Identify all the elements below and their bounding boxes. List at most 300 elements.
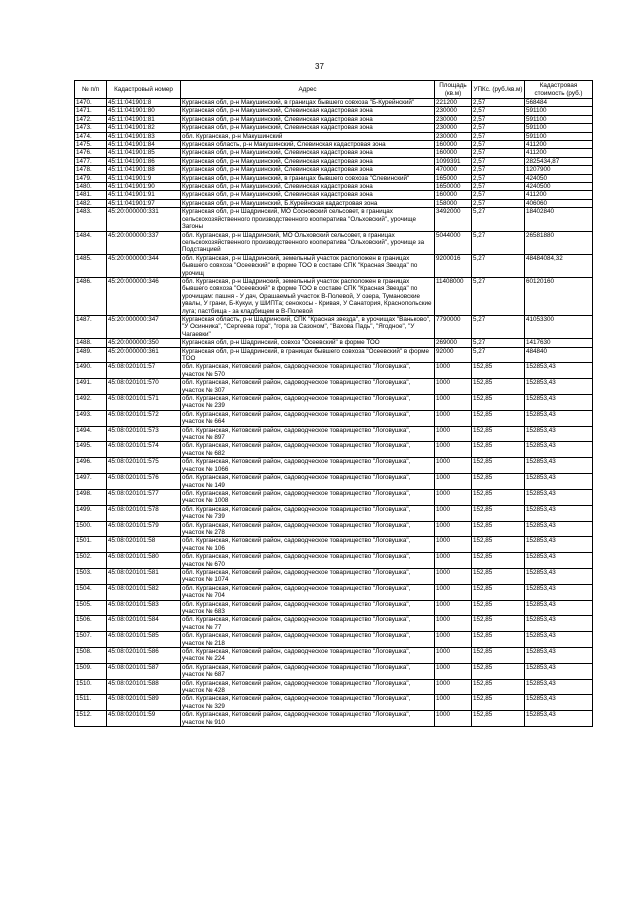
cadastral-number: 45:11:041901:82 (107, 124, 181, 132)
upks: 5,27 (472, 347, 525, 363)
cadastral-cost: 152853,43 (525, 410, 593, 426)
area: 160000 (435, 141, 472, 149)
row-number: 1498. (75, 489, 107, 505)
row-number: 1510. (75, 679, 107, 695)
cadastral-number: 45:20:000000:350 (107, 339, 181, 347)
upks: 2,57 (472, 191, 525, 199)
upks: 152,85 (472, 395, 525, 411)
cadastral-number: 45:08:020101:579 (107, 521, 181, 537)
cadastral-cost: 152853,43 (525, 537, 593, 553)
row-number: 1488. (75, 339, 107, 347)
row-number: 1473. (75, 124, 107, 132)
address: Курганская область, р-н Шадринский, СПК "Красная звезда", в урочищах "Ваньково", "У Осинника", "Сергеева гора", "гора за Сазоном", "Вахова Падь", "Ягодное", "У Чагаевки" (181, 315, 435, 338)
table-row (75, 99, 593, 107)
upks: 152,85 (472, 521, 525, 537)
table-row (75, 107, 593, 115)
cadastral-number: 45:08:020101:578 (107, 505, 181, 521)
address: Курганская обл, р-н Макушинский, Б.Курейнская кадастровая зона (181, 199, 435, 207)
address: Курганская обл, р-н Макушинский, Слевинская кадастровая зона (181, 166, 435, 174)
table-row (75, 395, 593, 411)
row-number: 1489. (75, 347, 107, 363)
cadastral-cost: 568484 (525, 99, 593, 107)
row-number: 1484. (75, 231, 107, 254)
row-number: 1505. (75, 600, 107, 616)
cadastral-number: 45:08:020101:588 (107, 679, 181, 695)
address: обл. Курганская, Кетовский район, садоводческое товарищество "Логовушка", участок № 224 (181, 648, 435, 664)
area: 5044000 (435, 231, 472, 254)
upks: 152,85 (472, 363, 525, 379)
cadastral-number: 45:20:000000:337 (107, 231, 181, 254)
cadastral-cost: 591100 (525, 124, 593, 132)
table-row (75, 505, 593, 521)
row-number: 1480. (75, 183, 107, 191)
upks: 2,57 (472, 174, 525, 182)
table-row (75, 141, 593, 149)
upks: 5,27 (472, 339, 525, 347)
upks: 5,27 (472, 231, 525, 254)
area: 1000 (435, 568, 472, 584)
table-row (75, 208, 593, 231)
upks: 5,27 (472, 277, 525, 315)
header-cost: Кадастровая стоимость (руб.) (525, 81, 593, 99)
cadastral-number: 45:08:020101:573 (107, 426, 181, 442)
address: обл. Курганская, р-н Шадринский, земельный участок расположен в границах бывшего совхоза "Осеевский" в форме ТОО в составе СПК "Красная Звезда" по урочищам: пашня - У дач, Орашаемый участок В-Полевой, У озера, Тумановские увалы, У грани, Б-Кукуи, у ШИПТа; сенокосы - Кривая, У Санатория, Краснопольские луга; пастбища - за кладбищем в В-Полевой (181, 277, 435, 315)
upks: 5,27 (472, 254, 525, 277)
cadastral-cost: 1207900 (525, 166, 593, 174)
table-row (75, 679, 593, 695)
cadastral-number: 45:11:041901:90 (107, 183, 181, 191)
row-number: 1487. (75, 315, 107, 338)
upks: 2,57 (472, 124, 525, 132)
cadastral-number: 45:08:020101:587 (107, 663, 181, 679)
table-row (75, 231, 593, 254)
area: 165000 (435, 174, 472, 182)
address: обл. Курганская, Кетовский район, садоводческое товарищество "Логовушка", участок № 278 (181, 521, 435, 537)
upks: 152,85 (472, 648, 525, 664)
area: 1000 (435, 521, 472, 537)
upks: 152,85 (472, 600, 525, 616)
area: 1000 (435, 426, 472, 442)
row-number: 1492. (75, 395, 107, 411)
address: обл. Курганская, Кетовский район, садоводческое товарищество "Логовушка", участок № 329 (181, 695, 435, 711)
address: обл. Курганская, р-н Макушинский (181, 132, 435, 140)
area: 11408000 (435, 277, 472, 315)
upks: 2,57 (472, 149, 525, 157)
cadastral-cost: 152853,43 (525, 663, 593, 679)
cadastral-number: 45:08:020101:580 (107, 553, 181, 569)
area: 1000 (435, 553, 472, 569)
area: 1000 (435, 489, 472, 505)
upks: 5,27 (472, 208, 525, 231)
table-row (75, 458, 593, 474)
table-row (75, 115, 593, 123)
cadastral-cost: 152853,43 (525, 553, 593, 569)
row-number: 1495. (75, 442, 107, 458)
row-number: 1499. (75, 505, 107, 521)
row-number: 1470. (75, 99, 107, 107)
area: 1000 (435, 379, 472, 395)
row-number: 1501. (75, 537, 107, 553)
row-number: 1478. (75, 166, 107, 174)
table-row (75, 183, 593, 191)
cadastral-cost: 152853,43 (525, 474, 593, 490)
cadastral-number: 45:08:020101:58 (107, 537, 181, 553)
upks: 2,57 (472, 157, 525, 165)
header-num: № п/п (75, 81, 107, 99)
row-number: 1497. (75, 474, 107, 490)
cadastral-number: 45:11:041901:88 (107, 166, 181, 174)
cadastral-cost: 152853,43 (525, 632, 593, 648)
upks: 152,85 (472, 553, 525, 569)
table-row (75, 124, 593, 132)
upks: 5,27 (472, 315, 525, 338)
table-row (75, 553, 593, 569)
address: обл. Курганская, Кетовский район, садоводческое товарищество "Логовушка", участок № 239 (181, 395, 435, 411)
cadastral-cost: 411200 (525, 141, 593, 149)
table-row (75, 442, 593, 458)
address: обл. Курганская, р-н Шадринский, МО Ольховский сельсовет, в границах сельскохозяйственного производственного кооператива "Ольховский", урочище за Подстанцией (181, 231, 435, 254)
area: 1000 (435, 632, 472, 648)
area: 9200016 (435, 254, 472, 277)
address: Курганская обл, р-н Макушинский, Слевинская кадастровая зона (181, 183, 435, 191)
area: 1000 (435, 584, 472, 600)
area: 1000 (435, 363, 472, 379)
table-row (75, 537, 593, 553)
cadastral-cost: 591100 (525, 132, 593, 140)
upks: 152,85 (472, 426, 525, 442)
address: Курганская обл, р-н Макушинский, Слевинская кадастровая зона (181, 107, 435, 115)
area: 3492000 (435, 208, 472, 231)
table-row (75, 254, 593, 277)
row-number: 1486. (75, 277, 107, 315)
row-number: 1509. (75, 663, 107, 679)
area: 160000 (435, 191, 472, 199)
address: обл. Курганская, Кетовский район, садоводческое товарищество "Логовушка", участок № 670 (181, 553, 435, 569)
area: 1000 (435, 648, 472, 664)
cadastral-cost: 152853,43 (525, 426, 593, 442)
table-header-row (75, 81, 593, 99)
address: Курганская обл, р-н Макушинский, Слевинская кадастровая зона (181, 124, 435, 132)
table-row (75, 191, 593, 199)
upks: 152,85 (472, 616, 525, 632)
cadastral-number: 45:11:041901:80 (107, 107, 181, 115)
cadastral-cost: 152853,43 (525, 584, 593, 600)
cadastral-cost: 152853,43 (525, 442, 593, 458)
cadastral-cost: 18402840 (525, 208, 593, 231)
area: 1000 (435, 505, 472, 521)
table-row (75, 339, 593, 347)
area: 7790000 (435, 315, 472, 338)
upks: 152,85 (472, 410, 525, 426)
upks: 152,85 (472, 537, 525, 553)
upks: 2,57 (472, 141, 525, 149)
cadastral-number: 45:08:020101:574 (107, 442, 181, 458)
address: Курганская обл, р-н Макушинский, Слевинская кадастровая зона (181, 191, 435, 199)
upks: 152,85 (472, 379, 525, 395)
upks: 2,57 (472, 199, 525, 207)
cadastral-number: 45:08:020101:575 (107, 458, 181, 474)
cadastral-number: 45:20:000000:344 (107, 254, 181, 277)
address: обл. Курганская, Кетовский район, садоводческое товарищество "Логовушка", участок № 570 (181, 363, 435, 379)
cadastral-cost: 152853,43 (525, 458, 593, 474)
address: Курганская обл, р-н Макушинский, в границах бывшего совхоза "Слевинский" (181, 174, 435, 182)
upks: 152,85 (472, 632, 525, 648)
upks: 2,57 (472, 115, 525, 123)
area: 1000 (435, 711, 472, 727)
cadastral-cost: 60120160 (525, 277, 593, 315)
area: 1000 (435, 537, 472, 553)
cadastral-cost: 48484084,32 (525, 254, 593, 277)
area: 230000 (435, 132, 472, 140)
cadastral-number: 45:08:020101:577 (107, 489, 181, 505)
row-number: 1511. (75, 695, 107, 711)
row-number: 1490. (75, 363, 107, 379)
area: 158000 (435, 199, 472, 207)
upks: 2,57 (472, 107, 525, 115)
area: 1000 (435, 410, 472, 426)
table-row (75, 521, 593, 537)
address: обл. Курганская, Кетовский район, садоводческое товарищество "Логовушка", участок № 149 (181, 474, 435, 490)
area: 1000 (435, 458, 472, 474)
cadastral-cost: 1417630 (525, 339, 593, 347)
cadastral-cost: 152853,43 (525, 616, 593, 632)
row-number: 1475. (75, 141, 107, 149)
cadastral-number: 45:08:020101:589 (107, 695, 181, 711)
cadastral-number: 45:08:020101:59 (107, 711, 181, 727)
upks: 152,85 (472, 474, 525, 490)
address: Курганская область, р-н Макушинский, Слевинская кадастровая зона (181, 141, 435, 149)
area: 269000 (435, 339, 472, 347)
table-body (75, 99, 593, 727)
area: 230000 (435, 124, 472, 132)
area: 160000 (435, 149, 472, 157)
row-number: 1482. (75, 199, 107, 207)
address: Курганская обл, р-н Макушинский, Слевинская кадастровая зона (181, 149, 435, 157)
cadastral-number: 45:08:020101:572 (107, 410, 181, 426)
row-number: 1477. (75, 157, 107, 165)
table-row (75, 648, 593, 664)
cadastral-cost: 152853,43 (525, 521, 593, 537)
cadastral-cost: 152853,43 (525, 363, 593, 379)
address: обл. Курганская, Кетовский район, садоводческое товарищество "Логовушка", участок № 910 (181, 711, 435, 727)
upks: 152,85 (472, 442, 525, 458)
row-number: 1483. (75, 208, 107, 231)
area: 1000 (435, 442, 472, 458)
cadastral-number: 45:20:000000:346 (107, 277, 181, 315)
address: Курганская обл, р-н Шадринский, в границах бывшего совхоза "Осеевский" в форме ТОО (181, 347, 435, 363)
cadastral-cost: 152853,43 (525, 395, 593, 411)
table-row (75, 489, 593, 505)
table-row (75, 584, 593, 600)
row-number: 1479. (75, 174, 107, 182)
table-row (75, 379, 593, 395)
address: обл. Курганская, Кетовский район, садоводческое товарищество "Логовушка", участок № 428 (181, 679, 435, 695)
table-row (75, 174, 593, 182)
area: 1000 (435, 663, 472, 679)
cadastral-cost: 152853,43 (525, 505, 593, 521)
row-number: 1493. (75, 410, 107, 426)
row-number: 1508. (75, 648, 107, 664)
area: 1000 (435, 695, 472, 711)
header-area: Площадь (кв.м) (435, 81, 472, 99)
table-row (75, 363, 593, 379)
cadastral-cost: 152853,43 (525, 679, 593, 695)
address: обл. Курганская, Кетовский район, садоводческое товарищество "Логовушка", участок № 664 (181, 410, 435, 426)
page-number: 37 (315, 62, 324, 71)
cadastral-cost: 152853,43 (525, 568, 593, 584)
cadastral-number: 45:08:020101:581 (107, 568, 181, 584)
upks: 152,85 (472, 489, 525, 505)
address: обл. Курганская, Кетовский район, садоводческое товарищество "Логовушка", участок № 307 (181, 379, 435, 395)
cadastral-number: 45:11:041901:91 (107, 191, 181, 199)
cadastral-cost: 2825434,87 (525, 157, 593, 165)
area: 92000 (435, 347, 472, 363)
row-number: 1481. (75, 191, 107, 199)
cadastral-table (74, 80, 593, 727)
upks: 152,85 (472, 505, 525, 521)
row-number: 1485. (75, 254, 107, 277)
table-row (75, 632, 593, 648)
cadastral-number: 45:08:020101:586 (107, 648, 181, 664)
row-number: 1512. (75, 711, 107, 727)
row-number: 1503. (75, 568, 107, 584)
address: обл. Курганская, Кетовский район, садоводческое товарищество "Логовушка", участок № 682 (181, 442, 435, 458)
upks: 2,57 (472, 99, 525, 107)
cadastral-cost: 591100 (525, 107, 593, 115)
cadastral-number: 45:11:041901:85 (107, 149, 181, 157)
upks: 152,85 (472, 711, 525, 727)
cadastral-cost: 26581880 (525, 231, 593, 254)
header-upks: УПКс. (руб./кв.м) (472, 81, 525, 99)
cadastral-cost: 152853,43 (525, 711, 593, 727)
cadastral-cost: 152853,43 (525, 379, 593, 395)
cadastral-cost: 4240500 (525, 183, 593, 191)
area: 1000 (435, 474, 472, 490)
area: 230000 (435, 107, 472, 115)
upks: 152,85 (472, 568, 525, 584)
address: обл. Курганская, Кетовский район, садоводческое товарищество "Логовушка", участок № 1066 (181, 458, 435, 474)
cadastral-number: 45:20:000000:361 (107, 347, 181, 363)
table-row (75, 132, 593, 140)
cadastral-number: 45:11:041901:9 (107, 174, 181, 182)
upks: 152,85 (472, 458, 525, 474)
area: 1000 (435, 679, 472, 695)
cadastral-number: 45:20:000000:347 (107, 315, 181, 338)
cadastral-number: 45:08:020101:57 (107, 363, 181, 379)
cadastral-cost: 484840 (525, 347, 593, 363)
cadastral-number: 45:11:041901:8 (107, 99, 181, 107)
table-row (75, 410, 593, 426)
row-number: 1507. (75, 632, 107, 648)
table-row (75, 277, 593, 315)
address: обл. Курганская, Кетовский район, садоводческое товарищество "Логовушка", участок № 683 (181, 600, 435, 616)
upks: 2,57 (472, 132, 525, 140)
address: Курганская обл, р-н Шадринский, совхоз "Осеевский" в форме ТОО (181, 339, 435, 347)
table-row (75, 166, 593, 174)
upks: 2,57 (472, 183, 525, 191)
table-row (75, 199, 593, 207)
table-row (75, 149, 593, 157)
row-number: 1472. (75, 115, 107, 123)
area: 1099391 (435, 157, 472, 165)
table-row (75, 600, 593, 616)
cadastral-cost: 152853,43 (525, 695, 593, 711)
row-number: 1491. (75, 379, 107, 395)
cadastral-number: 45:11:041901:84 (107, 141, 181, 149)
address: обл. Курганская, Кетовский район, садоводческое товарищество "Логовушка", участок № 739 (181, 505, 435, 521)
row-number: 1500. (75, 521, 107, 537)
address: обл. Курганская, Кетовский район, садоводческое товарищество "Логовушка", участок № 704 (181, 584, 435, 600)
address: Курганская обл, р-н Макушинский, в границах бывшего совхоза "Б-Курейнский" (181, 99, 435, 107)
address: обл. Курганская, Кетовский район, садоводческое товарищество "Логовушка", участок № 1008 (181, 489, 435, 505)
table-row (75, 663, 593, 679)
area: 230000 (435, 115, 472, 123)
upks: 2,57 (472, 166, 525, 174)
address: Курганская обл, р-н Шадринский, МО Сосновский сельсовет, в границах сельскохозяйственного производственного кооператива "Ольховский", урочище Загоны (181, 208, 435, 231)
cadastral-number: 45:20:000000:331 (107, 208, 181, 231)
address: обл. Курганская, Кетовский район, садоводческое товарищество "Логовушка", участок № 218 (181, 632, 435, 648)
row-number: 1471. (75, 107, 107, 115)
cadastral-cost: 424050 (525, 174, 593, 182)
cadastral-number: 45:11:041901:86 (107, 157, 181, 165)
area: 1000 (435, 616, 472, 632)
address: обл. Курганская, Кетовский район, садоводческое товарищество "Логовушка", участок № 687 (181, 663, 435, 679)
cadastral-cost: 152853,43 (525, 600, 593, 616)
area: 1000 (435, 395, 472, 411)
table-row (75, 157, 593, 165)
upks: 152,85 (472, 584, 525, 600)
table-row (75, 474, 593, 490)
cadastral-number: 45:08:020101:584 (107, 616, 181, 632)
header-address: Адрес (181, 81, 435, 99)
upks: 152,85 (472, 679, 525, 695)
area: 470000 (435, 166, 472, 174)
table-row (75, 426, 593, 442)
row-number: 1502. (75, 553, 107, 569)
cadastral-number: 45:08:020101:583 (107, 600, 181, 616)
cadastral-number: 45:11:041901:83 (107, 132, 181, 140)
row-number: 1504. (75, 584, 107, 600)
area: 1000 (435, 600, 472, 616)
cadastral-cost: 411200 (525, 149, 593, 157)
area: 221200 (435, 99, 472, 107)
address: обл. Курганская, Кетовский район, садоводческое товарищество "Логовушка", участок № 77 (181, 616, 435, 632)
address: Курганская обл, р-н Макушинский, Слевинская кадастровая зона (181, 157, 435, 165)
upks: 152,85 (472, 663, 525, 679)
area: 1650000 (435, 183, 472, 191)
address: обл. Курганская, Кетовский район, садоводческое товарищество "Логовушка", участок № 1074 (181, 568, 435, 584)
address: Курганская обл, р-н Макушинский, Слевинская кадастровая зона (181, 115, 435, 123)
cadastral-cost: 41053300 (525, 315, 593, 338)
cadastral-number: 45:08:020101:582 (107, 584, 181, 600)
cadastral-number: 45:08:020101:585 (107, 632, 181, 648)
cadastral-cost: 152853,43 (525, 489, 593, 505)
cadastral-number: 45:08:020101:570 (107, 379, 181, 395)
table-row (75, 347, 593, 363)
cadastral-number: 45:11:041901:97 (107, 199, 181, 207)
header-cadastral: Кадастровый номер (107, 81, 181, 99)
row-number: 1494. (75, 426, 107, 442)
cadastral-cost: 152853,43 (525, 648, 593, 664)
row-number: 1506. (75, 616, 107, 632)
upks: 152,85 (472, 695, 525, 711)
table-row (75, 711, 593, 727)
cadastral-cost: 411200 (525, 191, 593, 199)
table-row (75, 315, 593, 338)
address: обл. Курганская, р-н Шадринский, земельный участок расположен в границах бывшего совхоза "Осеевский" в форме ТОО в составе СПК "Красная Звезда" по урочищ (181, 254, 435, 277)
row-number: 1476. (75, 149, 107, 157)
cadastral-cost: 406060 (525, 199, 593, 207)
